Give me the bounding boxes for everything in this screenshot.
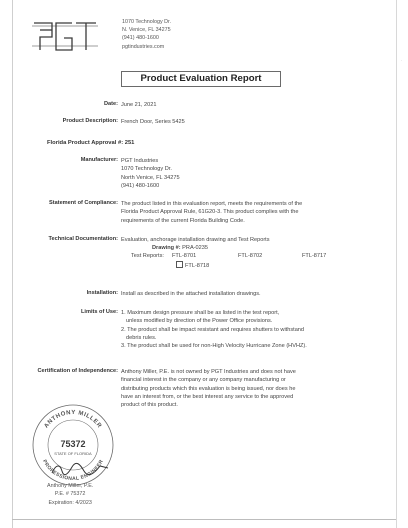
certification-line: Anthony Miller, P.E. is not owned by PGT Industries and does not have [121,369,296,375]
statement-of-compliance-text [121,200,302,225]
technical-documentation-intro: Evaluation, anchorage installation drawing and Test Reports [121,237,270,243]
limits-line: 2. The product shall be impact resistant and requires shutters to withstand [121,326,305,333]
pgt-logo [32,20,98,52]
right-border-line [396,0,397,528]
manufacturer-line: 1070 Technology Dr. [121,166,172,173]
seal-bottom-text: PROFESSIONAL ENGINEER [41,458,105,483]
seal-center-text: 75372 [60,439,86,449]
checkbox-icon [176,261,183,268]
date-value: June 21, 2021 [121,102,157,108]
limits-of-use-text [121,309,307,350]
margin-scan-mark: · [399,60,404,62]
address-line: (941) 480-1600 [122,35,159,42]
limits-of-use-label: Limits of Use: [81,309,118,315]
manufacturer-label: Manufacturer: [80,157,118,163]
manufacturer-block [121,157,180,190]
limits-line: 3. The product shall be used for non-High Velocity Hurricane Zone (HVHZ). [121,343,307,350]
signer-block [47,482,93,507]
drawing-number-label: Drawing #: [152,245,181,251]
technical-documentation-label: Technical Documentation: [48,236,118,242]
certification-of-independence-label: Certification of Independence: [37,368,118,374]
limits-line: 1. Maximum design pressure shall be as listed in the test report, [121,310,280,316]
product-description-value: French Door, Series 5425 [121,119,185,125]
test-report-item: FTL-8717 [302,253,327,259]
company-address [122,18,171,51]
limits-line: unless modified by direction of the Power Office provisions. [126,318,273,325]
signer-license: P.E. # 75372 [54,491,86,498]
certification-line: product of this product. [121,402,178,409]
test-report-item: FTL-8701 [172,253,197,259]
manufacturer-line: North Venice, FL 34275 [121,174,180,181]
statement-line: The product listed in this evaluation report, meets the requirements of the [121,201,303,207]
report-title: Product Evaluation Report [121,71,281,87]
test-report-extra [176,261,209,270]
installation-label: Installation: [86,290,118,296]
installation-value: Install as described in the attached installation drawings. [121,291,261,297]
signature [50,462,110,476]
date-label: Date: [104,101,118,107]
certification-line: distributing products which this evaluation is being issued, nor does he [121,385,296,392]
seal-state-text: STATE OF FLORIDA [54,451,92,456]
manufacturer-line: (941) 480-1600 [121,182,160,189]
florida-product-approval: Florida Product Approval #: 251 [47,140,135,146]
signer-expiration: Expiration: 4/2023 [48,499,92,506]
statement-line: requirements of the current Florida Building Code. [121,217,245,224]
certification-line: financial interest in the company or any company manufacturing or [121,377,286,384]
drawing-number-value: PRA-0235 [182,245,208,251]
left-border-line [12,0,13,528]
test-report-item: FTL-8702 [238,253,263,259]
certification-of-independence-text [121,368,296,409]
signer-name: Anthony Miller, P.E. [47,483,94,489]
limits-line: debris rules. [126,334,157,341]
address-line: N. Venice, FL 34275 [122,27,171,34]
test-report-extra-value: FTL-8718 [185,263,210,269]
bottom-border-line [12,519,396,520]
address-line: pgtindustries.com [122,43,165,50]
address-line: 1070 Technology Dr. [122,19,172,25]
statement-of-compliance-label: Statement of Compliance: [49,200,118,206]
certification-line: have an interest from, or the best interest any service to the approved [121,393,294,400]
seal-top-text: ANTHONY MILLER [43,409,103,430]
product-description-label: Product Description: [62,118,118,124]
manufacturer-line: PGT Industries [121,158,159,164]
statement-line: Florida Product Approval Rule, 61G20-3. This product complies with the [121,209,299,216]
test-reports-label: Test Reports: [131,253,164,259]
